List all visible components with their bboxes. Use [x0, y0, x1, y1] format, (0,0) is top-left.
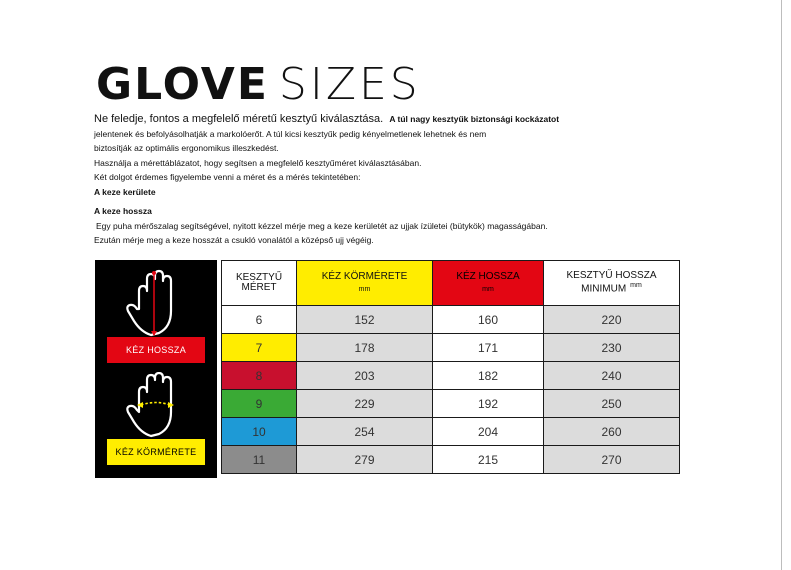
header-hand-length — [433, 261, 544, 306]
min-length-cell: 260 — [544, 418, 680, 446]
table-row — [222, 334, 680, 362]
size-cell: 7 — [222, 334, 297, 362]
length-cell: 171 — [433, 334, 544, 362]
hand-circumference-label: KÉZ KÖRMÉRETE — [107, 439, 205, 465]
length-cell: 160 — [433, 306, 544, 334]
min-length-cell: 250 — [544, 390, 680, 418]
header-min-line-1: KESZTYŰ HOSSZA — [566, 270, 657, 282]
circumference-cell: 178 — [297, 334, 433, 362]
length-cell: 204 — [433, 418, 544, 446]
circumference-cell: 229 — [297, 390, 433, 418]
header-len-text: KÉZ HOSSZA — [456, 270, 520, 282]
size-cell: 8 — [222, 362, 297, 390]
min-length-cell: 220 — [544, 306, 680, 334]
length-cell: 182 — [433, 362, 544, 390]
header-hand-circumference — [297, 261, 433, 306]
header-min-line-2: MINIMUM — [581, 283, 627, 295]
header-size-line-2: MÉRET — [241, 282, 277, 293]
circumference-cell: 254 — [297, 418, 433, 446]
hand-length-icon — [125, 269, 185, 337]
intro-line-5: Két dolgot érdemes figyelembe venni a méret és a mérés tekintetében: — [94, 172, 361, 182]
table-header-row — [222, 261, 680, 306]
instruction-2: Ezután mérje meg a keze hosszát a csukló vonalától a középső ujj végéig. — [94, 235, 374, 245]
table-row — [222, 446, 680, 474]
circumference-cell: 279 — [297, 446, 433, 474]
size-cell: 11 — [222, 446, 297, 474]
size-table — [221, 260, 680, 474]
measurement-legend — [95, 260, 217, 478]
size-cell: 9 — [222, 390, 297, 418]
header-glove-length-min — [544, 261, 680, 306]
size-table-body — [222, 306, 680, 474]
intro-line-2: jelentenek és befolyásolhatják a markolóerőt. A túl kicsi kesztyűk pedig kényelmetlenek lehetnek és nem — [94, 128, 487, 139]
table-row — [222, 418, 680, 446]
length-heading: A keze hossza — [94, 206, 152, 216]
header-circ-text: KÉZ KÖRMÉRETE — [321, 270, 408, 282]
min-length-cell: 230 — [544, 334, 680, 362]
table-row — [222, 390, 680, 418]
title-light: SIZES — [278, 59, 421, 110]
hand-circumference-icon — [125, 372, 185, 438]
intro-text — [94, 112, 654, 248]
header-len-unit: mm — [482, 285, 494, 293]
intro-line-3: biztosítják az optimális ergonomikus illeszkedést. — [94, 143, 279, 153]
intro-lead-bold: A túl nagy kesztyűk biztonsági kockázatot — [389, 114, 560, 124]
header-min-unit: mm — [630, 282, 642, 290]
length-cell: 192 — [433, 390, 544, 418]
table-row — [222, 362, 680, 390]
hand-length-label: KÉZ HOSSZA — [107, 337, 205, 363]
circumference-cell: 152 — [297, 306, 433, 334]
intro-lead-normal: Ne feledje, fontos a megfelelő méretű kesztyű kiválasztása. — [94, 113, 384, 125]
circumference-cell: 203 — [297, 362, 433, 390]
page-edge-line — [781, 0, 782, 570]
table-row — [222, 306, 680, 334]
header-circ-unit: mm — [358, 285, 371, 293]
size-cell: 6 — [222, 306, 297, 334]
intro-line-4: Használja a mérettáblázatot, hogy segítsen a megfelelő kesztyűméret kiválasztásában. — [94, 157, 422, 168]
page-title — [96, 59, 421, 110]
size-cell: 10 — [222, 418, 297, 446]
length-cell: 215 — [433, 446, 544, 474]
header-size-line-1: KESZTYŰ — [235, 272, 283, 283]
circumference-heading: A keze kerülete — [94, 186, 156, 197]
title-bold: GLOVE — [96, 59, 269, 110]
min-length-cell: 240 — [544, 362, 680, 390]
intro-lead — [94, 112, 654, 127]
instruction-1: Egy puha mérőszalag segítségével, nyitott kézzel mérje meg a keze kerületét az ujjak ízületei (bütykök) magasságában. — [96, 220, 548, 231]
min-length-cell: 270 — [544, 446, 680, 474]
header-glove-size — [222, 261, 297, 306]
